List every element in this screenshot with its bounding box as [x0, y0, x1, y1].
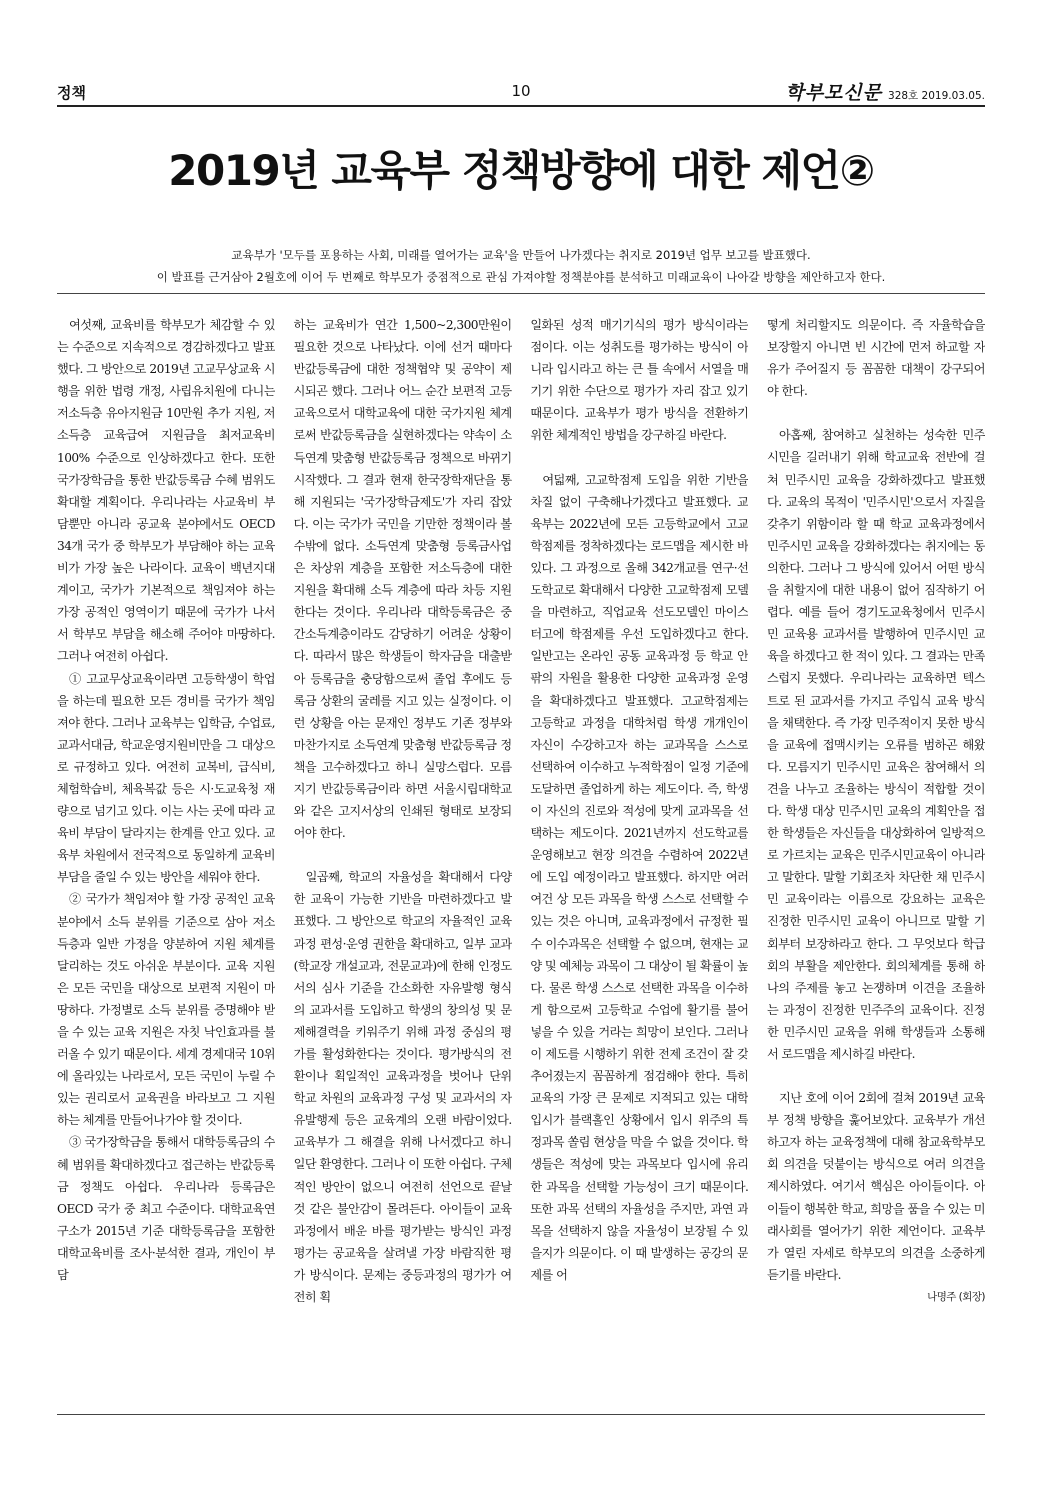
paragraph: 일곱째, 학교의 자율성을 확대해서 다양한 교육이 가능한 기반을 마련하겠다고 발표했다. 그 방안으로 학교의 자율적인 교육과정 편성·운영 권한을 확대하고, 일부 교과(학교장 개설교과, 전문교과)에 한해 인정도서의 심사 기준을 간소화한 자유발행 형식의 교과서를 도입하고 학생의 창의성 및 문제해결력을 키워주기 위해 과정 중심의 평가를 활성화한다는 것이다. 평가방식의 전환이나 획일적인 교육과정을 벗어나 단위 학교 차원의 교육과정 구성 및 교과서의 자유발행제 등은 교육계의 오랜 바람이었다. 교육부가 그 해결을 위해 나서겠다고 하니 일단 환영한다. 그러나 이 또한 아쉽다. 구체적인 방안이 없으니 여전히 선언으로 끝날 것 같은 불안감이 몰려든다. 아이들이 교육 과정에서 배운 바를 평가받는 방식인 과정 평가는 공교육을 살려낼 가장 바람직한 평가 방식이다. 문제는 중등과정의 평가가 여전히 획	[293, 870, 512, 1305]
column-3	[530, 314, 748, 1394]
lead-line-1: 교육부가 '모두를 포용하는 사회, 미래를 열어가는 교육'을 만들어 나가겠다는 취지로 2019년 업무 보고를 발표했다.	[231, 248, 811, 262]
paragraph: 여섯째, 교육비를 학부모가 체감할 수 있는 수준으로 지속적으로 경감하겠다고 발표했다. 그 방안으로 2019년 고교무상교육 시행을 위한 법령 개정, 사립유치원에 다니는 저소득층 유아지원금 10만원 추가 지원, 저소득층 교육급여 지원금을 최저교육비 100% 수준으로 인상하겠다고 한다. 또한 국가장학금을 통한 반값등록금 수혜 범위도 확대할 계획이다. 우리나라는 사교육비 부담뿐만 아니라 공교육 분야에서도 OECD 34개 국가 중 학부모가 부담해야 하는 교육비가 가장 높은 나라이다. 교육이 백년지대계이고, 국가가 기본적으로 책임져야 하는 가장 공적인 영역이기 때문에 국가가 나서서 학부모 부담을 해소해 주어야 마땅하다. 그러나 여전히 아쉽다.	[57, 318, 275, 664]
article-lead	[57, 244, 985, 288]
masthead	[785, 78, 985, 105]
column-1	[57, 314, 275, 1394]
lead-rule	[57, 293, 985, 294]
issue-info: 328호 2019.03.05.	[888, 90, 985, 102]
column-2	[294, 314, 512, 1394]
paragraph: 아홉째, 참여하고 실천하는 성숙한 민주시민을 길러내기 위해 학교교육 전반에 걸쳐 민주시민 교육을 강화하겠다고 발표했다. 교육의 목적이 '민주시민'으로서 자질을 갖추기 위함이라 할 때 학교 교육과정에서 민주시민 교육을 강화하겠다는 취지에는 동의한다. 그러나 그 방식에 있어서 어떤 방식을 취할지에 대한 내용이 없어 짐작하기 어렵다. 예를 들어 경기도교육청에서 민주시민 교육용 교과서를 발행하여 민주시민 교육을 하겠다고 한 적이 있다. 그 결과는 만족스럽지 못했다. 우리나라는 교육하면 텍스트로 된 교과서를 가지고 주입식 교육 방식을 채택한다. 즉 가장 민주적이지 못한 방식을 교육에 접맥시키는 오류를 범하곤 해왔다. 모름지기 민주시민 교육은 참여해서 의견을 나누고 조율하는 방식이 적합할 것이다. 학생 대상 민주시민 교육의 계획안을 접한 학생들은 자신들을 대상화하여 일방적으로 가르치는 교육은 민주시민교육이 아니라고 말한다. 말할 기회조차 차단한 채 민주시민 교육이라는 이름으로 강요하는 교육은 진정한 민주시민 교육이 아니므로 말할 기회부터 보장하라고 한다. 그 무엇보다 학급회의 부활을 제안한다. 회의체계를 통해 하나의 주제를 놓고 논쟁하며 이견을 조율하는 과정이 진정한 민주주의 교육이다. 진정한 민주시민 교육을 위해 학생들과 소통해서 로드맵을 제시하길 바란다.	[766, 428, 985, 1061]
article-title: 2019년 교육부 정책방향에 대한 제언②	[168, 146, 874, 195]
footer-rule	[57, 1414, 985, 1415]
paragraph: 여덟째, 고교학점제 도입을 위한 기반을 차질 없이 구축해나가겠다고 발표했다. 교육부는 2022년에 모든 고등학교에서 고교학점제를 정착하겠다는 로드맵을 제시한 바 있다. 그 과정으로 올해 342개교를 연구·선도학교로 확대해서 다양한 고교학점제 모델을 마련하고, 직업교육 선도모델인 마이스터고에 학점제를 우선 도입하겠다고 한다. 일반고는 온라인 공동 교육과정 등 학교 안팎의 자원을 활용한 다양한 교육과정 운영을 확대하겠다고 발표했다. 고교학점제는 고등학교 과정을 대학처럼 학생 개개인이 자신이 수강하고자 하는 교과목을 스스로 선택하여 이수하고 누적학점이 일정 기준에 도달하면 졸업하게 하는 제도이다. 즉, 학생이 자신의 진로와 적성에 맞게 교과목을 선택하는 제도이다. 2021년까지 선도학교를 운영해보고 현장 의견을 수렴하여 2022년에 도입 예정이라고 발표했다. 하지만 여러 여건 상 모든 과목을 학생 스스로 선택할 수 있는 것은 아니며, 교육과정에서 규정한 필수 이수과목은 선택할 수 없으며, 현재는 교양 및 예체능 과목이 그 대상이 될 확률이 높다. 물론 학생 스스로 선택한 과목을 이수하게 함으로써 고등학교 수업에 활기를 불어넣을 수 있을 거라는 희망이 보인다. 그러나 이 제도를 시행하기 위한 전제 조건이 잘 갖추어졌는지 꼼꼼하게 점검해야 한다. 특히 교육의 가장 큰 문제로 지적되고 있는 대학입시가 블랙홀인 상황에서 입시 위주의 특정과목 쏠림 현상을 막을 수 없을 것이다. 학생들은 적성에 맞는 과목보다 입시에 유리한 과목을 선택할 가능성이 크기 때문이다. 또한 과목 선택의 자율성을 주지만, 과연 과목을 선택하지 않을 자율성이 보장될 수 있을지가 의문이다. 이 때 발생하는 공강의 문제를 어	[530, 472, 749, 1282]
newspaper-logo: 학부모신문	[785, 82, 883, 104]
paragraph: 하는 교육비가 연간 1,500~2,300만원이 필요한 것으로 나타났다. 이에 선거 때마다 반값등록금에 대한 정책협약 및 공약이 제시되곤 했다. 그러나 어느 순간 보편적 고등교육으로서 대학교육에 대한 국가지원 체계로써 반값등록금을 실현하겠다는 약속이 소득연계 맞춤형 반값등록금 정책으로 바뀌기 시작했다. 그 결과 현재 한국장학재단을 통해 지원되는 '국가장학금제도'가 자리 잡았다. 이는 국가가 국민을 기만한 정책이라 볼 수밖에 없다. 소득연계 맞춤형 등록금사업은 차상위 계층을 포함한 저소득층에 대한 지원을 확대해 소득 계층에 따라 차등 지원한다는 것이다. 우리나라 대학등록금은 중간소득계층이라도 감당하기 어려운 상황이다. 따라서 많은 학생들이 학자금을 대출받아 등록금을 충당함으로써 졸업 후에도 등록금 상환의 굴레를 지고 있는 실정이다. 이런 상황을 아는 문재인 정부도 기존 정부와 마찬가지로 소득연계 맞춤형 반값등록금 정책을 고수하겠다고 하니 실망스럽다. 모름지기 반값등록금이라 하면 서울시립대학교와 같은 고지서상의 인쇄된 형태로 보장되어야 한다.	[293, 318, 512, 841]
section-label: 정책	[57, 84, 86, 102]
article-body	[57, 314, 985, 1394]
paragraph: 일화된 성적 매기기식의 평가 방식이라는 점이다. 이는 성취도를 평가하는 방식이 아니라 입시라고 하는 큰 틀 속에서 서열을 매기기 위한 수단으로 평가가 자리 잡고 있기 때문이다. 교육부가 평가 방식을 전환하기 위한 체계적인 방법을 강구하길 바란다.	[530, 318, 749, 443]
column-4	[767, 314, 985, 1394]
lead-line-2: 이 발표를 근거삼아 2월호에 이어 두 번째로 학부모가 중점적으로 관심 가져야할 정책분야를 분석하고 미래교육이 나아갈 방향을 제안하고자 한다.	[156, 270, 886, 284]
paragraph: 지난 호에 이어 2회에 걸쳐 2019년 교육부 정책 방향을 훑어보았다. 교육부가 개선하고자 하는 교육정책에 대해 참교육학부모회 의견을 덧붙이는 방식으로 여러 의견을 제시하였다. 여기서 핵심은 아이들이다. 아이들이 행복한 학교, 희망을 품을 수 있는 미래사회를 열어가기 위한 제언이다. 교육부가 열린 자세로 학부모의 의견을 소중하게 듣기를 바란다.	[766, 1091, 985, 1282]
page-number: 10	[511, 82, 531, 100]
paragraph: ③ 국가장학금을 통해서 대학등록금의 수혜 범위를 확대하겠다고 접근하는 반값등록금 정책도 아쉽다. 우리나라 등록금은 OECD 국가 중 최고 수준이다. 대학교육연구소가 2015년 기준 대학등록금을 포함한 대학교육비를 조사·분석한 결과, 개인이 부담	[57, 1135, 275, 1283]
paragraph: ② 국가가 책임져야 할 가장 공적인 교육 분야에서 소득 분위를 기준으로 삼아 저소득층과 일반 가정을 양분하여 지원 체계를 달리하는 것도 아쉬운 부분이다. 교육 지원은 모든 국민을 대상으로 보편적 지원이 마땅하다. 가정별로 소득 분위를 증명해야 받을 수 있는 교육 지원은 자칫 낙인효과를 불러올 수 있기 때문이다. 세계 경제대국 10위에 올라있는 나라로서, 모든 국민이 누릴 수 있는 권리로서 교육권을 바라보고 그 지원하는 체계를 만들어나가야 할 것이다.	[57, 892, 275, 1128]
header-rule	[57, 105, 985, 107]
author-signature: 나명주 (회장)	[927, 1290, 985, 1303]
paragraph: 떻게 처리할지도 의문이다. 즉 자율학습을 보장할지 아니면 빈 시간에 먼저 하교할 자유가 주어질지 등 꼼꼼한 대책이 강구되어야 한다.	[766, 318, 985, 399]
paragraph: ① 고교무상교육이라면 고등학생이 학업을 하는데 필요한 모든 경비를 국가가 책임져야 한다. 그러나 교육부는 입학금, 수업료, 교과서대금, 학교운영지원비만을 그 대상으로 규정하고 있다. 여전히 교복비, 급식비, 체험학습비, 체육복값 등은 시·도교육청 재량으로 넘기고 있다. 이는 사는 곳에 따라 교육비 부담이 달라지는 한계를 안고 있다. 교육부 차원에서 전국적으로 동일하게 교육비 부담을 줄일 수 있는 방안을 세워야 한다.	[57, 671, 275, 885]
page-header	[57, 82, 985, 104]
